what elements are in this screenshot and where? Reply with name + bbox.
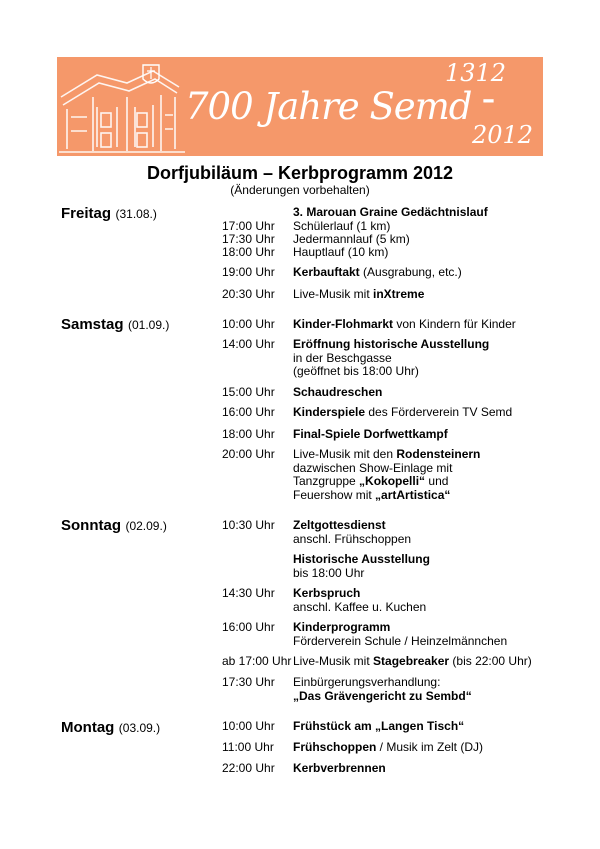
banner-title: 700 Jahre Semd bbox=[185, 85, 472, 128]
event-title: „Kokopelli“ bbox=[359, 474, 426, 488]
event-title: „artArtistica“ bbox=[375, 488, 451, 502]
day-date: (03.09.) bbox=[118, 721, 161, 735]
event-title: Kerbspruch bbox=[293, 586, 361, 600]
event-text: Jedermannlauf (5 km) bbox=[293, 232, 410, 246]
header-banner bbox=[57, 57, 543, 156]
event-detail: Live-Musik mit bbox=[293, 654, 374, 668]
banner-year-start: 1312 bbox=[445, 59, 507, 87]
event-title: Schaudreschen bbox=[293, 385, 383, 399]
event-time: 14:30 Uhr bbox=[222, 586, 275, 600]
event-text bbox=[293, 654, 532, 668]
event-title: Historische Ausstellung bbox=[293, 552, 430, 566]
event-time: 18:00 Uhr bbox=[222, 245, 275, 259]
event-title: Frühstück am „Langen Tisch“ bbox=[293, 719, 465, 733]
event-title: Kerbauftakt bbox=[293, 265, 360, 279]
town-hall-illustration bbox=[57, 57, 187, 156]
event-detail: (bis 22:00 Uhr) bbox=[449, 654, 532, 668]
event-detail: Live-Musik mit bbox=[293, 287, 374, 301]
day-label-montag bbox=[61, 719, 160, 737]
page-subtitle: (Änderungen vorbehalten) bbox=[230, 183, 370, 197]
day-date: (31.08.) bbox=[115, 207, 157, 221]
event-time: 10:00 Uhr bbox=[222, 317, 275, 331]
day-name: Samstag bbox=[61, 316, 124, 333]
event-detail: (geöffnet bis 18:00 Uhr) bbox=[293, 364, 419, 378]
banner-dash: – bbox=[482, 85, 495, 115]
page-title: Dorfjubiläum – Kerbprogramm 2012 bbox=[146, 163, 454, 183]
event-detail: Einbürgerungsverhandlung: bbox=[293, 675, 441, 689]
event-detail: dazwischen Show-Einlage mit bbox=[293, 461, 453, 475]
event-time: 14:00 Uhr bbox=[222, 337, 275, 351]
event-time: 16:00 Uhr bbox=[222, 620, 275, 634]
event-time: 11:00 Uhr bbox=[222, 740, 274, 754]
event-text bbox=[293, 405, 512, 419]
event-time: 20:00 Uhr bbox=[222, 447, 275, 461]
event-text bbox=[293, 488, 450, 502]
event-time: 17:30 Uhr bbox=[222, 675, 275, 689]
event-text bbox=[293, 740, 483, 754]
event-title: „Das Grävengericht zu Sembd“ bbox=[293, 689, 472, 703]
event-detail: in der Beschgasse bbox=[293, 351, 392, 365]
event-text bbox=[293, 317, 516, 331]
event-title: Frühschoppen bbox=[293, 740, 377, 754]
event-text: Hauptlauf (10 km) bbox=[293, 245, 389, 259]
event-time: 18:00 Uhr bbox=[222, 427, 275, 441]
day-name: Montag bbox=[61, 719, 115, 736]
event-detail: des Förderverein TV Semd bbox=[365, 405, 513, 419]
day-label-sonntag bbox=[61, 517, 167, 535]
event-time: 17:30 Uhr bbox=[222, 232, 275, 246]
day-date: (01.09.) bbox=[127, 318, 170, 332]
event-detail: Tanzgruppe bbox=[293, 474, 360, 488]
event-time: 20:30 Uhr bbox=[222, 287, 275, 301]
event-detail: / Musik im Zelt (DJ) bbox=[376, 740, 484, 754]
event-title: Eröffnung historische Ausstellung bbox=[293, 337, 490, 351]
day-name: Freitag bbox=[61, 205, 112, 222]
event-title: Kinder-Flohmarkt bbox=[293, 317, 394, 331]
event-title: Kinderspiele bbox=[293, 405, 366, 419]
day-name: Sonntag bbox=[61, 517, 121, 534]
event-time: 10:00 Uhr bbox=[222, 719, 275, 733]
event-time: 17:00 Uhr bbox=[222, 219, 275, 233]
event-title: Final-Spiele Dorfwettkampf bbox=[293, 427, 448, 441]
event-time: 10:30 Uhr bbox=[222, 518, 275, 532]
event-text: Schülerlauf (1 km) bbox=[293, 219, 391, 233]
event-title: Zeltgottesdienst bbox=[293, 518, 386, 532]
event-title: 3. Marouan Graine Gedächtnislauf bbox=[293, 205, 488, 219]
day-date: (02.09.) bbox=[125, 519, 167, 533]
event-text bbox=[293, 447, 480, 461]
event-title: Rodensteinern bbox=[396, 447, 481, 461]
event-title: inXtreme bbox=[373, 287, 425, 301]
event-detail: anschl. Frühschoppen bbox=[293, 532, 412, 546]
event-time: 22:00 Uhr bbox=[222, 761, 275, 775]
event-detail: anschl. Kaffee u. Kuchen bbox=[293, 600, 427, 614]
event-time: 16:00 Uhr bbox=[222, 405, 275, 419]
event-detail: (Ausgrabung, etc.) bbox=[359, 265, 462, 279]
event-text bbox=[293, 287, 424, 301]
event-detail: Förderverein Schule / Heinzelmännchen bbox=[293, 634, 508, 648]
banner-year-end: 2012 bbox=[472, 121, 534, 149]
event-title: Stagebreaker bbox=[373, 654, 450, 668]
day-label-samstag bbox=[61, 316, 169, 334]
event-detail: bis 18:00 Uhr bbox=[293, 566, 365, 580]
event-detail: Feuershow mit bbox=[293, 488, 376, 502]
event-text bbox=[293, 474, 448, 488]
event-title: Kerbverbrennen bbox=[293, 761, 386, 775]
event-time: ab 17:00 Uhr bbox=[222, 654, 292, 668]
event-title: Kinderprogramm bbox=[293, 620, 391, 634]
event-time: 15:00 Uhr bbox=[222, 385, 275, 399]
event-detail: und bbox=[425, 474, 449, 488]
event-text bbox=[293, 265, 462, 279]
event-detail: Live-Musik mit den bbox=[293, 447, 397, 461]
event-detail: von Kindern für Kinder bbox=[393, 317, 516, 331]
day-label-freitag bbox=[61, 205, 157, 223]
event-time: 19:00 Uhr bbox=[222, 265, 275, 279]
